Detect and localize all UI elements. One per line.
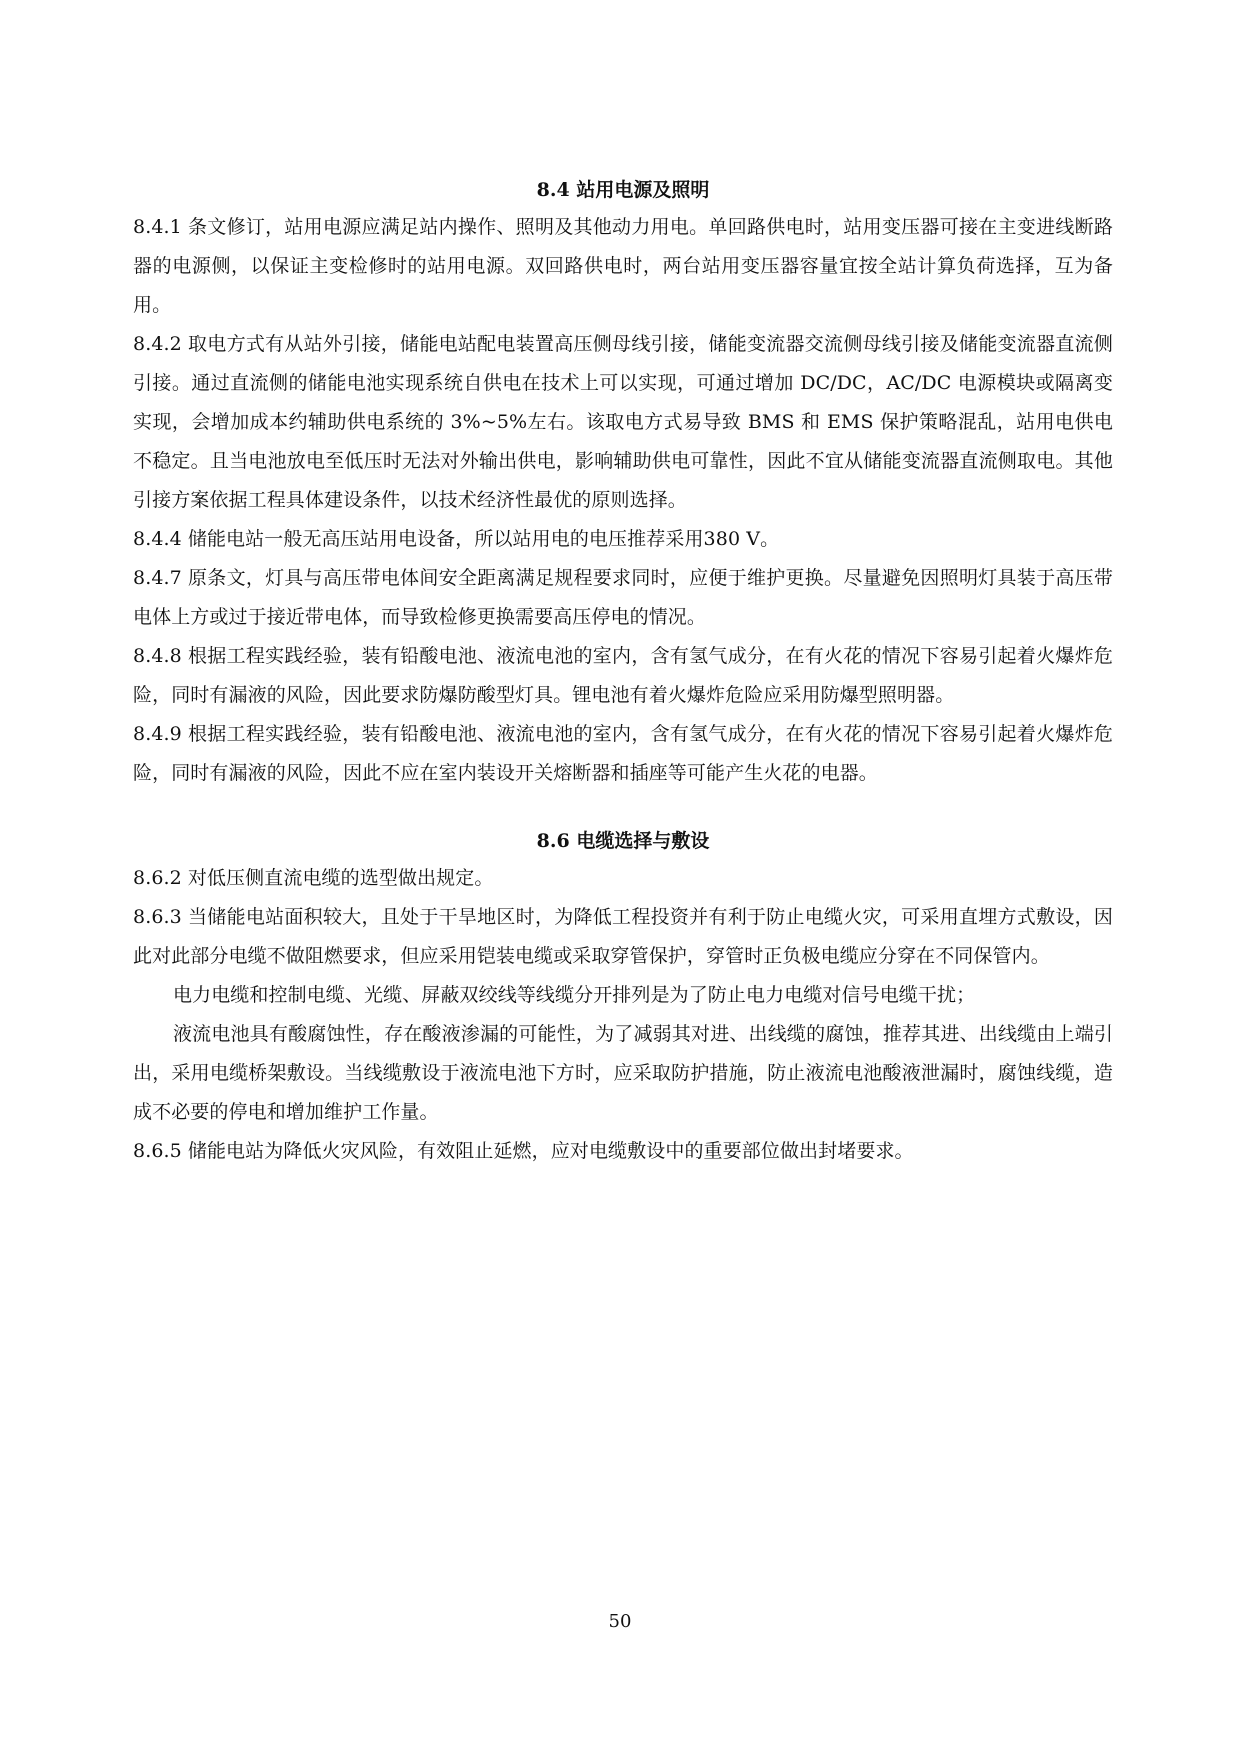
clause-text: 当储能电站面积较大，且处于干旱地区时，为降低工程投资并有利于防止电缆火灾，可采用直埋方式敷设，因此对此部分电缆不做阻燃要求，但应采用铠装电缆或采取穿管保护，穿管时正负极电缆应分穿在不同保管内。 (133, 906, 1113, 967)
clause-paragraph (133, 859, 1113, 898)
clause-text: 对低压侧直流电缆的选型做出规定。 (187, 867, 494, 889)
clause-number: 8.4.8 (133, 645, 182, 667)
clause-paragraph (133, 325, 1113, 520)
clause-text: 取电方式有从站外引接，储能电站配电装置高压侧母线引接，储能变流器交流侧母线引接及储能变流器直流侧引接。通过直流侧的储能电池实现系统自供电在技术上可以实现，可通过增加 DC/DC，AC/DC 电源模块或隔离变实现，会增加成本约辅助供电系统的 3%~5%左右。该取电方式易导致 BMS 和 EMS 保护策略混乱，站用电供电不稳定。且当电池放电至低压时无法对外输出供电，影响辅助供电可靠性，因此不宜从储能变流器直流侧取电。其他引接方案依据工程具体建设条件，以技术经济性最优的原则选择。 (133, 333, 1113, 511)
clause-paragraph (133, 1132, 1113, 1171)
clause-text: 储能电站为降低火灾风险，有效阻止延燃，应对电缆敷设中的重要部位做出封堵要求。 (187, 1140, 914, 1162)
clause-number: 8.6.5 (133, 1140, 182, 1162)
section-8-4 (133, 176, 1113, 793)
clause-number: 8.4.1 (133, 216, 182, 238)
clause-number: 8.4.4 (133, 528, 182, 550)
clause-text: 储能电站一般无高压站用电设备，所以站用电的电压推荐采用380 V。 (187, 528, 780, 550)
clause-paragraph (133, 637, 1113, 715)
clause-paragraph (133, 559, 1113, 637)
section-heading: 8.6 电缆选择与敷设 (536, 830, 710, 852)
clause-paragraph (133, 520, 1113, 559)
body-paragraph (133, 1015, 1113, 1132)
body-paragraph (133, 976, 1113, 1015)
page-content (133, 176, 1113, 1205)
clause-text: 原条文，灯具与高压带电体间安全距离满足规程要求同时，应便于维护更换。尽量避免因照明灯具装于高压带电体上方或过于接近带电体，而导致检修更换需要高压停电的情况。 (133, 567, 1113, 628)
clause-number: 8.6.2 (133, 867, 182, 889)
clause-paragraph (133, 208, 1113, 325)
clause-number: 8.4.7 (133, 567, 182, 589)
clause-text: 根据工程实践经验，装有铅酸电池、液流电池的室内，含有氢气成分，在有火花的情况下容易引起着火爆炸危险，同时有漏液的风险，因此要求防爆防酸型灯具。锂电池有着火爆炸危险应采用防爆型照明器。 (133, 645, 1113, 706)
paragraph-text: 液流电池具有酸腐蚀性，存在酸液渗漏的可能性，为了减弱其对进、出线缆的腐蚀，推荐其进、出线缆由上端引出，采用电缆桥架敷设。当线缆敷设于液流电池下方时，应采取防护措施，防止液流电池酸液泄漏时，腐蚀线缆，造成不必要的停电和增加维护工作量。 (133, 1023, 1113, 1123)
clause-number: 8.4.9 (133, 723, 182, 745)
clause-text: 根据工程实践经验，装有铅酸电池、液流电池的室内，含有氢气成分，在有火花的情况下容易引起着火爆炸危险，同时有漏液的风险，因此不应在室内装设开关熔断器和插座等可能产生火花的电器。 (133, 723, 1113, 784)
section-heading: 8.4 站用电源及照明 (536, 179, 710, 201)
section-8-6 (133, 827, 1113, 1171)
clause-text: 条文修订，站用电源应满足站内操作、照明及其他动力用电。单回路供电时，站用变压器可接在主变进线断路器的电源侧，以保证主变检修时的站用电源。双回路供电时，两台站用变压器容量宜按全站计算负荷选择，互为备用。 (133, 216, 1113, 316)
clause-number: 8.4.2 (133, 333, 182, 355)
page-number: 50 (608, 1611, 632, 1632)
clause-number: 8.6.3 (133, 906, 182, 928)
paragraph-text: 电力电缆和控制电缆、光缆、屏蔽双绞线等线缆分开排列是为了防止电力电缆对信号电缆干扰； (173, 984, 976, 1006)
clause-paragraph (133, 898, 1113, 976)
clause-paragraph (133, 715, 1113, 793)
